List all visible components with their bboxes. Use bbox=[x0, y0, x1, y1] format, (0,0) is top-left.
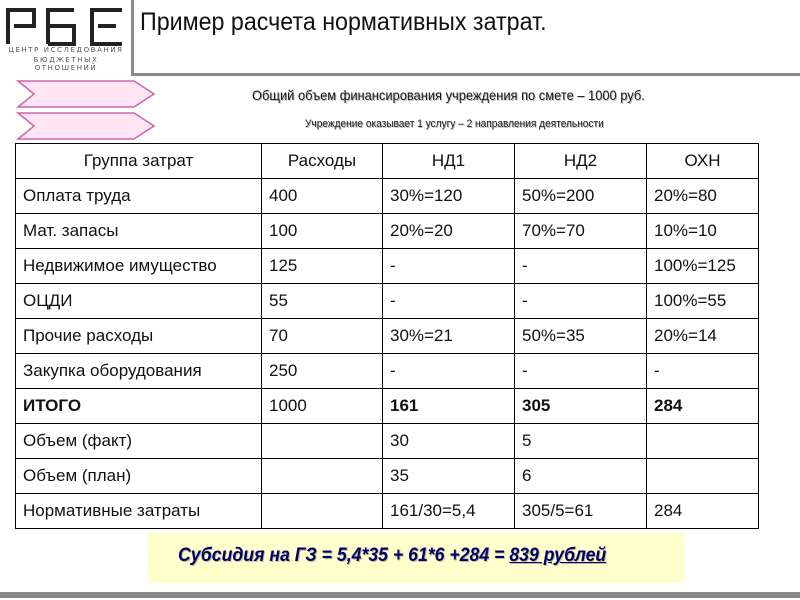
table-row bbox=[16, 249, 759, 284]
table-cell: 55 bbox=[262, 284, 383, 319]
table-cell: - bbox=[647, 354, 759, 389]
table-header-row bbox=[16, 144, 759, 179]
table-cell: Объем (факт) bbox=[16, 424, 262, 459]
arrow-right-icon bbox=[16, 111, 156, 141]
table-cell: Прочие расходы bbox=[16, 319, 262, 354]
table-cell: ИТОГО bbox=[16, 389, 262, 424]
subsidy-formula bbox=[178, 545, 606, 567]
table-cell: 305/5=61 bbox=[515, 494, 647, 529]
table-cell bbox=[262, 424, 383, 459]
subsidy-box bbox=[148, 533, 685, 583]
table-cell: 100%=125 bbox=[647, 249, 759, 284]
table-cell: 284 bbox=[647, 494, 759, 529]
table-cell: Объем (план) bbox=[16, 459, 262, 494]
header-expenses: Расходы bbox=[262, 144, 383, 179]
table-cell: 20%=14 bbox=[647, 319, 759, 354]
table-cell: 5 bbox=[515, 424, 647, 459]
table-cell bbox=[262, 459, 383, 494]
table-cell: 50%=200 bbox=[515, 179, 647, 214]
table-cell: ОЦДИ bbox=[16, 284, 262, 319]
table-row bbox=[16, 424, 759, 459]
table-cell: Закупка оборудования bbox=[16, 354, 262, 389]
header-nd2: НД2 bbox=[515, 144, 647, 179]
table-cell: 30%=120 bbox=[383, 179, 515, 214]
header-cost-group: Группа затрат bbox=[16, 144, 262, 179]
arrow-right-icon bbox=[16, 79, 156, 109]
logo-mark bbox=[4, 6, 126, 46]
table-cell: 100 bbox=[262, 214, 383, 249]
table-cell bbox=[262, 494, 383, 529]
table-cell: - bbox=[383, 284, 515, 319]
table-row bbox=[16, 179, 759, 214]
table-cell: 250 bbox=[262, 354, 383, 389]
logo-mark-text: РБО bbox=[4, 6, 7, 7]
subsidy-formula-text: Субсидия на ГЗ = 5,4*35 + 61*6 +284 = bbox=[178, 545, 510, 566]
table-cell bbox=[647, 424, 759, 459]
table-cell: 305 bbox=[515, 389, 647, 424]
table-cell: 30%=21 bbox=[383, 319, 515, 354]
footer-bar bbox=[0, 592, 800, 598]
table-row bbox=[16, 319, 759, 354]
table-cell: 70%=70 bbox=[515, 214, 647, 249]
table-row bbox=[16, 284, 759, 319]
table-row bbox=[16, 459, 759, 494]
subsidy-result: 839 рублей bbox=[509, 545, 607, 566]
table-cell: 20%=20 bbox=[383, 214, 515, 249]
table-cell: 400 bbox=[262, 179, 383, 214]
table-cell: 70 bbox=[262, 319, 383, 354]
header-nd1: НД1 bbox=[383, 144, 515, 179]
table-cell: Недвижимое имущество bbox=[16, 249, 262, 284]
table-cell: Нормативные затраты bbox=[16, 494, 262, 529]
table-cell: 161 bbox=[383, 389, 515, 424]
table-cell: - bbox=[515, 354, 647, 389]
table-cell: 284 bbox=[647, 389, 759, 424]
table-cell: 161/30=5,4 bbox=[383, 494, 515, 529]
table-row bbox=[16, 214, 759, 249]
logo-subtitle-line1: ЦЕНТР ИССЛЕДОВАНИЯ bbox=[8, 46, 124, 54]
logo-subtitle-line2: БЮДЖЕТНЫХ ОТНОШЕНИЙ bbox=[33, 56, 99, 72]
table-cell: 125 bbox=[262, 249, 383, 284]
table-row bbox=[16, 494, 759, 529]
cost-table bbox=[15, 143, 759, 529]
table-cell: 20%=80 bbox=[647, 179, 759, 214]
table-cell: 1000 bbox=[262, 389, 383, 424]
slide-title: Пример расчета нормативных затрат. bbox=[140, 8, 547, 36]
table-cell: - bbox=[515, 284, 647, 319]
table-cell: Оплата труда bbox=[16, 179, 262, 214]
table-cell: 10%=10 bbox=[647, 214, 759, 249]
table-cell: 100%=55 bbox=[647, 284, 759, 319]
table-cell: 50%=35 bbox=[515, 319, 647, 354]
header-ohn: ОХН bbox=[647, 144, 759, 179]
financing-total-text: Общий объем финансирования учреждения по смете – 1000 руб. bbox=[252, 87, 645, 103]
table-cell: - bbox=[383, 249, 515, 284]
table-cell bbox=[647, 459, 759, 494]
header-divider-vertical bbox=[131, 0, 134, 76]
table-cell: 35 bbox=[383, 459, 515, 494]
table-cell: - bbox=[383, 354, 515, 389]
table-cell: 6 bbox=[515, 459, 647, 494]
table-cell: - bbox=[515, 249, 647, 284]
service-directions-text: Учреждение оказывает 1 услугу – 2 направления деятельности bbox=[305, 118, 604, 130]
logo bbox=[0, 0, 132, 75]
header-divider-horizontal bbox=[134, 73, 800, 76]
table-cell: 30 bbox=[383, 424, 515, 459]
table-cell: Мат. запасы bbox=[16, 214, 262, 249]
table-total-row bbox=[16, 389, 759, 424]
table-row bbox=[16, 354, 759, 389]
